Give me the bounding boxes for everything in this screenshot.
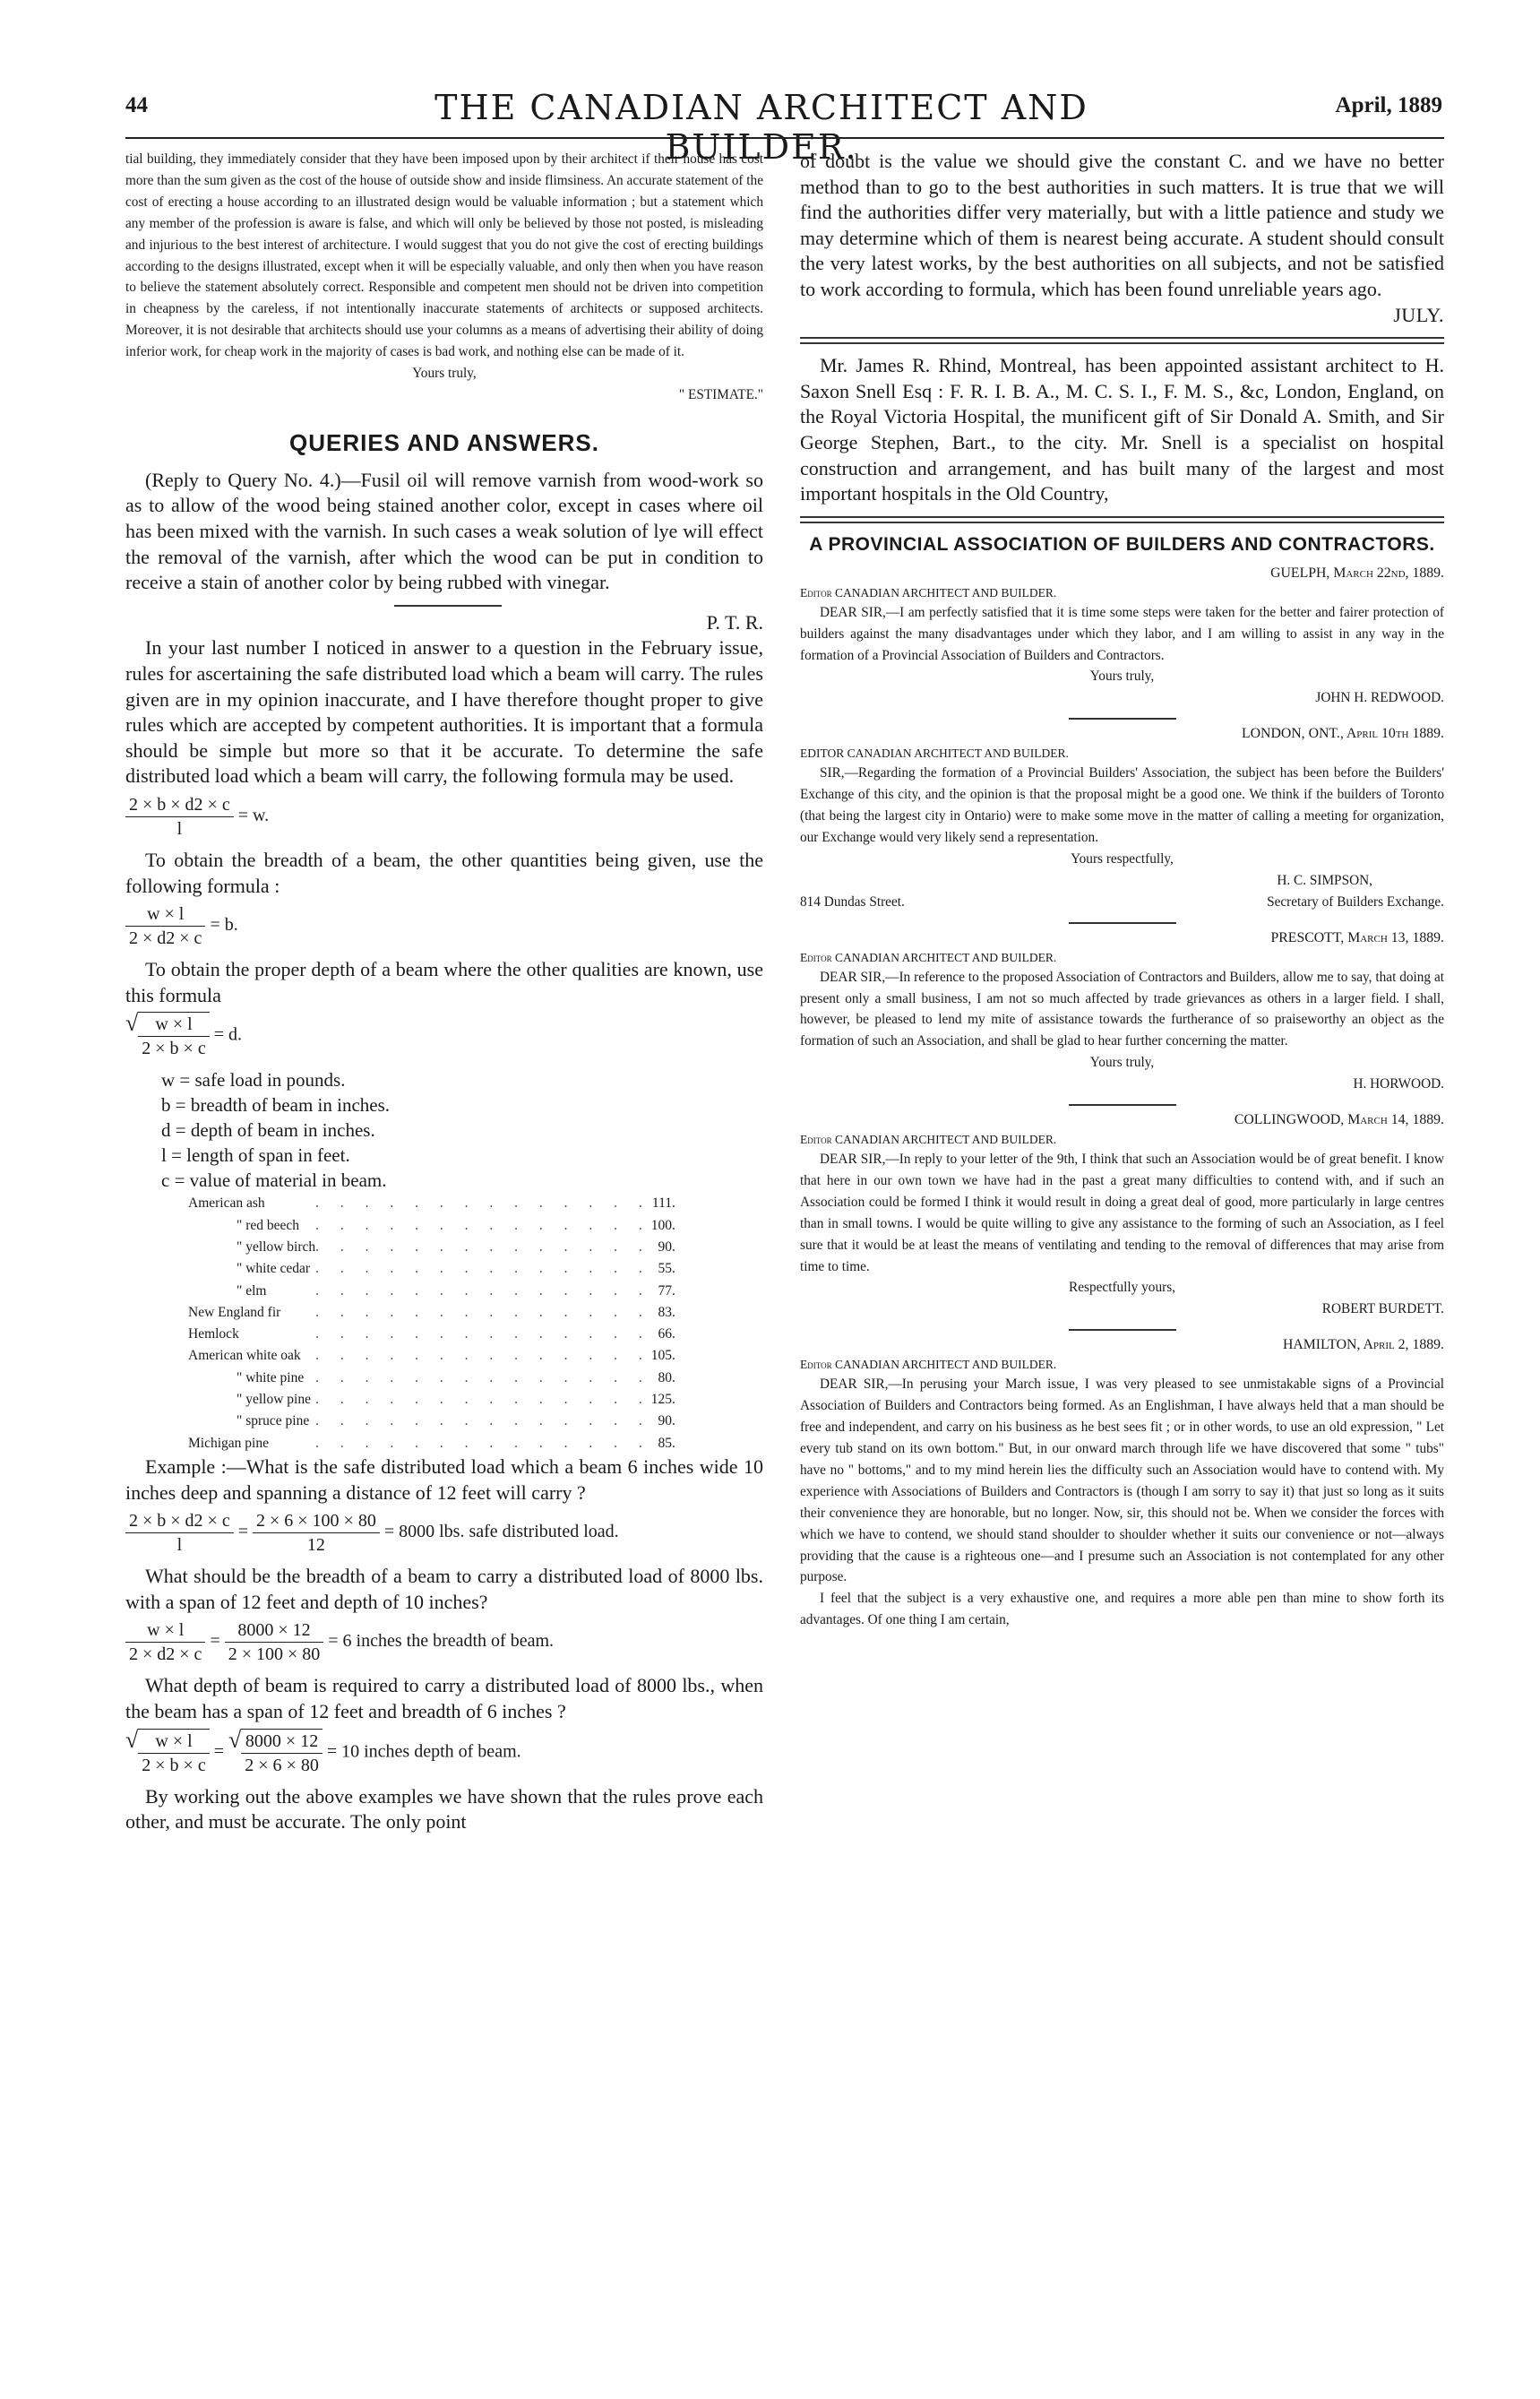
definition-item: b = breadth of beam in inches. <box>161 1094 391 1117</box>
sqrt-sign: √ <box>125 1010 139 1037</box>
variable-definitions <box>125 1067 763 1193</box>
wood-value: 85. <box>658 1435 675 1451</box>
double-rule <box>800 337 1444 344</box>
example-depth-numeric-denominator: 2 × 6 × 80 <box>245 1755 319 1775</box>
reply-signature: P. T. R. <box>706 610 763 634</box>
breadth-intro: To obtain the breadth of a beam, the other quantities being given, use the following formula : <box>125 849 763 897</box>
example-depth-formula <box>125 1726 763 1777</box>
material-values-table <box>188 1193 675 1454</box>
definition-item: l = length of span in feet. <box>161 1144 350 1167</box>
association-heading: A PROVINCIAL ASSOCIATION OF BUILDERS AND CONTRACTORS. <box>809 533 1435 555</box>
dot-leader: . . . . . . . . . . . . . . <box>315 1326 651 1342</box>
estimate-letter-signature: " ESTIMATE." <box>678 386 763 402</box>
rhind-appointment: Mr. James R. Rhind, Montreal, has been appointed assistant architect to H. Saxon Snell Esq : F. R. I. B. A., M. C. S. I., F. M. S., &c, London, England, on the Royal Victoria Hospital, the munificent gift of Sir Donald A. Smith, and Sir George Stephen, Bart., to the city. Mr. Snell is a specialist on hospital construction and arrangement, and has built many of the largest and most important hospitals in the Old Country, <box>800 354 1444 505</box>
dot-leader: . . . . . . . . . . . . . . <box>315 1413 651 1429</box>
wood-value: 77. <box>658 1282 675 1299</box>
letter-dateline: LONDON, ONT., April 10th 1889. <box>1241 726 1444 742</box>
table-row <box>188 1281 675 1302</box>
letter-body: DEAR SIR,—In reference to the proposed Association of Contractors and Builders, allow me to say, that doing at present only a small business, I am not so much affected by trade grievances as others in a larger field. I shall, however, be pleased to lend my mite of assistance towards the furtherance of so praiseworthy an object as the formation of such an Association, and shall be glad to hear further concerning the matter. <box>800 969 1444 1049</box>
double-rule <box>800 516 1444 523</box>
left-column <box>125 149 763 1835</box>
dot-leader: . . . . . . . . . . . . . . <box>315 1217 651 1233</box>
section-divider <box>1069 1104 1176 1106</box>
depth-intro: To obtain the proper depth of a beam where the other qualities are known, use this formula <box>125 958 763 1006</box>
depth-formula-numerator: w × l <box>138 1012 209 1037</box>
equals-sign: = <box>237 1522 248 1542</box>
dot-leader: . . . . . . . . . . . . . . <box>315 1261 651 1277</box>
letter-signature: H. HORWOOD. <box>1353 1076 1444 1092</box>
wood-name: " yellow birch <box>237 1238 316 1255</box>
wood-name: " red beech <box>237 1217 300 1233</box>
letter-body: DEAR SIR,—In perusing your March issue, I was very pleased to see unmistakable signs of a Provincial Association of Builders and Contractors being formed. As an Englishman, I have always held that a man should be free and independent, and carry on his business as he best sees fit ; or in other words, to use an old expression, " Let every tub stand on its own bottom." But, in our onward march through life we have discovered that some " tubs" have no " bottoms," and to my mind herein lies the difficulty such an Association would have to contend with. My experience with Associations of Builders and Contractors is (though I am sorry to say it) that just so long as it suits their convenience they are honorable, but no longer. Now, sir, this should not be. When we consider the forces with which we have to contend, we should stand shoulder to shoulder whether it suits our convenience or not—always providing that the cause is a righteous one—and I presume such an Association is not contemplated for any other purpose. <box>800 1376 1444 1585</box>
load-formula-numerator: 2 × b × d2 × c <box>125 793 234 817</box>
dot-leader: . . . . . . . . . . . . . . <box>315 1435 651 1451</box>
example-breadth-result: = 6 inches the breadth of beam. <box>328 1631 555 1652</box>
letter-body: DEAR SIR,—I am perfectly satisfied that it is time some steps were taken for the better and fairer protection of builders against the many disadvantages under which they labor, and I am willing to assist in any way in the formation of a Provincial Association of Builders and Contractors. <box>800 604 1444 663</box>
issue-date: April, 1889 <box>1335 93 1442 117</box>
table-row <box>188 1193 675 1214</box>
table-row <box>188 1324 675 1345</box>
example-load-symbolic-denominator: l <box>176 1535 183 1556</box>
depth-formula-result: = d. <box>213 1024 242 1045</box>
example-load-symbolic-numerator: 2 × b × d2 × c <box>125 1509 234 1533</box>
letter-signature-title: Secretary of Builders Exchange. <box>1267 893 1444 910</box>
reply-query-4: (Reply to Query No. 4.)—Fusil oil will remove varnish from wood-work so as to allow of the wood being stained another color, except in cases where oil has been mixed with the varnish. In such cases a weak solution of lye will effect the removal of the varnish, after which the wood can be put in condition to receive a stain of another color by being rubbed with vinegar. <box>125 468 763 594</box>
dot-leader: . . . . . . . . . . . . . . <box>315 1369 651 1385</box>
rules-conclusion: By working out the above examples we have shown that the rules prove each other, and must be accurate. The only point <box>125 1784 763 1834</box>
letter-addressee: EDITOR CANADIAN ARCHITECT AND BUILDER. <box>800 746 1069 761</box>
breadth-formula-numerator: w × l <box>125 902 205 927</box>
letter-addressee: Editor CANADIAN ARCHITECT AND BUILDER. <box>800 950 1057 964</box>
letter-signature: ROBERT BURDETT. <box>1321 1301 1444 1317</box>
wood-value: 83. <box>658 1304 675 1320</box>
example-breadth-numeric-numerator: 8000 × 12 <box>225 1618 324 1643</box>
example-depth-symbolic-denominator: 2 × b × c <box>142 1755 206 1775</box>
wood-value: 125. <box>650 1392 675 1408</box>
example-load-numeric-numerator: 2 × 6 × 100 × 80 <box>253 1509 380 1533</box>
july-letter-signature: JULY. <box>1393 303 1444 326</box>
load-formula <box>125 793 763 841</box>
july-letter-continuation: of doubt is the value we should give the constant C. and we have no better method than to go to the best authorities in such matters. It is true that we will find the authorities differ very materially, but with a little patience and study we may determine which of them is nearest being accurate. A student should consult the very latest works, by the best authorities on all subjects, and not be satisfied to work according to formula, which has been found unreliable years ago. <box>800 150 1444 300</box>
example-breadth-symbolic-denominator: 2 × d2 × c <box>129 1644 202 1665</box>
example-breadth-symbolic-numerator: w × l <box>125 1618 205 1643</box>
example-load-formula <box>125 1509 763 1557</box>
definition-item: c = value of material in beam. <box>161 1169 387 1192</box>
dot-leader: . . . . . . . . . . . . . . <box>315 1195 651 1212</box>
example-depth-numeric-numerator: 8000 × 12 <box>241 1729 323 1754</box>
letter-body: SIR,—Regarding the formation of a Provincial Builders' Association, the subject has been before the Builders' Exchange of this city, and the opinion is that the proposal might be a good one. We think if the builders of Toronto (that being the largest city in Ontario) were to make some move in the matter of calling a meeting for organization, our Exchange would very likely send a representation. <box>800 765 1444 845</box>
table-row <box>188 1368 675 1389</box>
breadth-formula-result: = b. <box>210 915 238 936</box>
dot-leader: . . . . . . . . . . . . . . <box>315 1238 651 1255</box>
letter-closing: Respectfully yours, <box>1069 1280 1175 1296</box>
table-row <box>188 1215 675 1237</box>
table-row <box>188 1258 675 1280</box>
depth-formula <box>125 1012 763 1060</box>
wood-value: 66. <box>658 1326 675 1342</box>
letter-dateline: PRESCOTT, March 13, 1889. <box>1270 929 1444 945</box>
table-row <box>188 1389 675 1411</box>
letter-signature-block <box>800 892 1444 913</box>
example-question: Example :—What is the safe distributed load which a beam 6 inches wide 10 inches deep and spanning a distance of 12 feet will carry ? <box>125 1454 763 1504</box>
table-row <box>188 1411 675 1432</box>
wood-value: 55. <box>658 1261 675 1277</box>
dot-leader: . . . . . . . . . . . . . . <box>315 1282 651 1299</box>
table-row <box>188 1345 675 1367</box>
section-divider <box>1069 1329 1176 1331</box>
wood-name: New England fir <box>188 1304 281 1320</box>
letter-body-continued: I feel that the subject is a very exhaustive one, and requires a more able pen than mine to show forth its advantages. Of one thing I am certain, <box>800 1591 1444 1628</box>
letter-closing: Yours respectfully, <box>1071 850 1174 867</box>
load-formula-result: = w. <box>237 806 270 826</box>
section-divider <box>394 605 502 607</box>
wood-name: Hemlock <box>188 1326 239 1342</box>
equals-sign: = <box>210 1631 220 1652</box>
letter-dateline: GUELPH, March 22nd, 1889. <box>1270 565 1444 581</box>
load-formula-denominator: l <box>176 819 183 839</box>
letter-closing: Yours truly, <box>1089 669 1155 685</box>
breadth-formula-denominator: 2 × d2 × c <box>129 928 202 949</box>
sqrt-sign: √ <box>228 1726 242 1753</box>
dot-leader: . . . . . . . . . . . . . . <box>315 1304 651 1320</box>
wood-name: Michigan pine <box>188 1435 269 1451</box>
letter-signature: JOHN H. REDWOOD. <box>1315 690 1444 706</box>
sqrt-sign: √ <box>125 1726 139 1753</box>
header-rule <box>125 137 1444 139</box>
wood-value: 80. <box>658 1369 675 1385</box>
table-row <box>188 1302 675 1324</box>
example-breadth-formula <box>125 1618 763 1666</box>
wood-value: 100. <box>650 1217 675 1233</box>
letter-addressee: Editor CANADIAN ARCHITECT AND BUILDER. <box>800 1133 1057 1147</box>
estimate-letter-closing: Yours truly, <box>412 366 477 382</box>
wood-name: " elm <box>237 1282 267 1299</box>
wood-name: " yellow pine <box>237 1392 311 1408</box>
example-load-result: = 8000 lbs. safe distributed load. <box>383 1522 619 1542</box>
letter-dateline: HAMILTON, April 2, 1889. <box>1282 1337 1444 1353</box>
beam-rules-intro: In your last number I noticed in answer to a question in the February issue, rules for ascertaining the safe distributed load which a beam will carry. The rules given are in my opinion inaccurate, and I have therefore thought proper to give rules which are accepted by competent authorities. It is important that a formula should be simple but more so that it be accurate. To determine the safe distributed load which a beam will carry, the following formula may be used. <box>125 636 763 788</box>
right-column <box>800 149 1444 1631</box>
dot-leader: . . . . . . . . . . . . . . <box>315 1348 651 1364</box>
depth-formula-denominator: 2 × b × c <box>142 1039 206 1059</box>
masthead-title: THE CANADIAN ARCHITECT AND BUILDER. <box>434 88 1088 167</box>
letter-addressee: Editor CANADIAN ARCHITECT AND BUILDER. <box>800 1358 1057 1372</box>
wood-name: " white pine <box>237 1369 305 1385</box>
letter-address: 814 Dundas Street. <box>800 893 905 910</box>
table-row <box>188 1237 675 1258</box>
page-header <box>125 88 1442 167</box>
wood-value: 111. <box>651 1195 675 1212</box>
section-divider <box>1069 922 1176 924</box>
wood-name: American white oak <box>188 1348 301 1364</box>
example-load-numeric-denominator: 12 <box>306 1535 325 1556</box>
wood-name: " white cedar <box>237 1261 311 1277</box>
definition-item: w = safe load in pounds. <box>161 1069 346 1092</box>
wood-value: 90. <box>658 1238 675 1255</box>
letter-addressee: Editor CANADIAN ARCHITECT AND BUILDER. <box>800 585 1057 600</box>
example-depth-symbolic-numerator: w × l <box>138 1729 209 1754</box>
wood-name: American ash <box>188 1195 265 1212</box>
example-depth-result: = 10 inches depth of beam. <box>326 1741 521 1762</box>
example-breadth-numeric-denominator: 2 × 100 × 80 <box>228 1644 321 1665</box>
letter-dateline: COLLINGWOOD, March 14, 1889. <box>1234 1112 1444 1128</box>
letter-signature: H. C. SIMPSON, <box>1277 872 1372 888</box>
dot-leader: . . . . . . . . . . . . . . <box>315 1392 651 1408</box>
letter-body: DEAR SIR,—In reply to your letter of the 9th, I think that such an Association would be of great benefit. I know that here in our own town we have had in the past a great many difficulties to contend with, and if such an Association could be formed I think it would result in doing a great deal of good, more particularly in large centres than in small towns. I would be quite willing to give any assistance to the forming of such an Association, as I feel sure that it would be at least the means of ventilating and tending to the removal of differences that may arise from time to time. <box>800 1152 1444 1274</box>
letter-closing: Yours truly, <box>1089 1055 1155 1071</box>
breadth-question: What should be the breadth of a beam to carry a distributed load of 8000 lbs. with a span of 12 feet and depth of 10 inches? <box>125 1565 763 1613</box>
wood-value: 105. <box>650 1348 675 1364</box>
equals-sign: = <box>213 1741 224 1762</box>
definition-item: d = depth of beam in inches. <box>161 1119 375 1142</box>
page-number: 44 <box>125 93 148 117</box>
wood-value: 90. <box>658 1413 675 1429</box>
table-row <box>188 1433 675 1454</box>
section-divider <box>1069 718 1176 720</box>
queries-heading: QUERIES AND ANSWERS. <box>289 428 599 456</box>
depth-question: What depth of beam is required to carry a distributed load of 8000 lbs., when the beam has a span of 12 feet and breadth of 6 inches ? <box>125 1674 763 1722</box>
breadth-formula <box>125 902 763 950</box>
wood-name: " spruce pine <box>237 1413 310 1429</box>
estimate-letter-body: tial building, they immediately consider that they have been imposed upon by their architect if their house has cost more than the sum given as the cost of the house of outside show and inside flimsiness. An accurate statement of the cost of erecting a house according to an illustrated design would be valuable information ; but a statement which any member of the profession is aware is false, and which will only be believed by those not posted, is misleading and injurious to the best interest of architecture. I would suggest that you do not give the cost of erecting buildings according to the designs illustrated, except when it will be especially valuable, and only then when you have reason to believe the statement absolutely correct. Responsible and competent men should not be driven into competition in cheapness by the careless, if not intentionally inaccurate statements of architects or supposed architects. Moreover, it is not desirable that architects should use your columns as a means of advertising their ability of doing inferior work, for cheap work in the majority of cases is bad work, and nothing else can be made of it. <box>125 151 763 360</box>
